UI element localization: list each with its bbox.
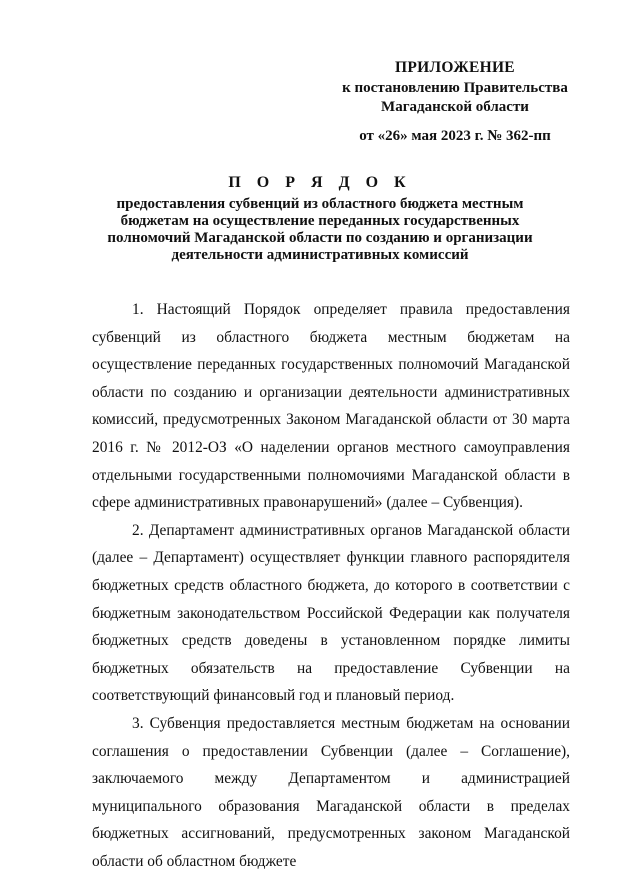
appendix-line-decree: к постановлению Правительства — [342, 80, 568, 96]
appendix-decree-date: от «26» мая 2023 г. № 362-пп — [359, 128, 551, 144]
document-subtitle: предоставления субвенций из областного бюджета местным бюджетам на осуществление переданных государственных полномочий Магаданской области по созданию и организации деятельности административных комиссий — [107, 196, 533, 263]
appendix-title: ПРИЛОЖЕНИЕ — [395, 59, 515, 76]
document-title: П О Р Я Д О К — [228, 174, 412, 191]
paragraph-1: 1. Настоящий Порядок определяет правила предоставления субвенций из областного бюджета местным бюджетам на осуществление переданных государственных полномочий Магаданской области по созданию и организации деятельности административных комиссий, предусмотренных Законом Магаданской области от 30 марта 2016 г. № 2012-ОЗ «О наделении органов местного самоуправления отдельными государственными полномочиями Магаданской области в сфере административных правонарушений» (далее – Субвенция). — [92, 301, 570, 512]
appendix-header — [330, 58, 580, 146]
paragraph-2: 2. Департамент административных органов Магаданской области (далее – Департамент) осуществляет функции главного распорядителя бюджетных средств областного бюджета, до которого в соответствии с бюджетным законодательством Российской Федерации как получателя бюджетных средств доведены в установленном порядке лимиты бюджетных обязательств на предоставление Субвенции на соответствующий финансовый год и плановый период. — [92, 521, 570, 705]
document-body — [92, 296, 570, 875]
appendix-line-region: Магаданской области — [381, 99, 529, 115]
paragraph-3: 3. Субвенция предоставляется местным бюджетам на основании соглашения о предоставлении Субвенции (далее – Соглашение), заключаемого между Департаментом и администрацией муниципального образования Магаданской области в пределах бюджетных ассигнований, предусмотренных законом Магаданской области об областном бюджете — [92, 714, 570, 870]
